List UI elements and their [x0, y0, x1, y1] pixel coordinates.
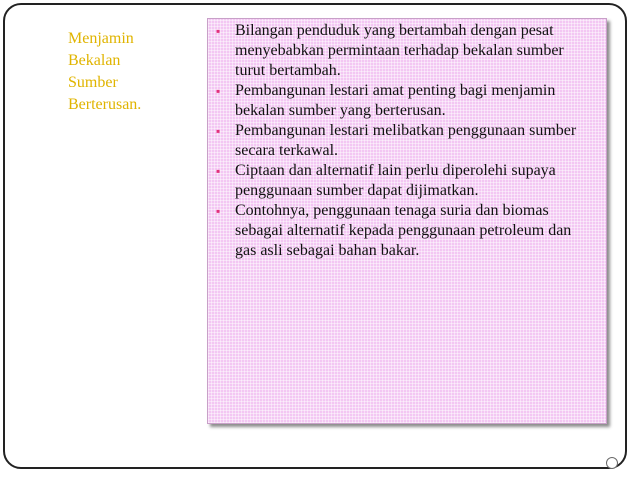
- title-line: Sumber: [68, 74, 118, 91]
- bullet-icon: ▪: [216, 24, 221, 38]
- bullet-text: Pembangunan lestari melibatkan penggunaan sumber secara terkawal.: [235, 122, 577, 159]
- bullet-icon: ▪: [216, 84, 221, 98]
- content-box: [207, 18, 607, 424]
- bullet-text: Contohnya, penggunaan tenaga suria dan biomas sebagai alternatif kepada penggunaan petroleum dan gas asli sebagai bahan bakar.: [235, 202, 572, 259]
- title-line: Berterusan.: [68, 96, 142, 113]
- bullet-item: [216, 201, 596, 261]
- bullet-icon: ▪: [216, 204, 221, 218]
- bullet-icon: ▪: [216, 124, 221, 138]
- bullet-text: Bilangan penduduk yang bertambah dengan pesat menyebabkan permintaan terhadap bekalan sumber turut bertambah.: [235, 22, 564, 79]
- slide-title: [68, 28, 188, 116]
- bullet-icon: ▪: [216, 164, 221, 178]
- corner-circle-ornament: [606, 457, 618, 469]
- bullet-text: Pembangunan lestari amat penting bagi menjamin bekalan sumber yang berterusan.: [235, 82, 556, 119]
- title-line: Menjamin: [68, 30, 134, 47]
- bullet-item: [216, 81, 596, 121]
- bullet-list: [208, 19, 606, 261]
- bullet-item: [216, 121, 596, 161]
- bullet-text: Ciptaan dan alternatif lain perlu diperolehi supaya penggunaan sumber dapat dijimatkan.: [235, 162, 556, 199]
- bullet-item: [216, 21, 596, 81]
- bullet-item: [216, 161, 596, 201]
- title-line: Bekalan: [68, 52, 121, 69]
